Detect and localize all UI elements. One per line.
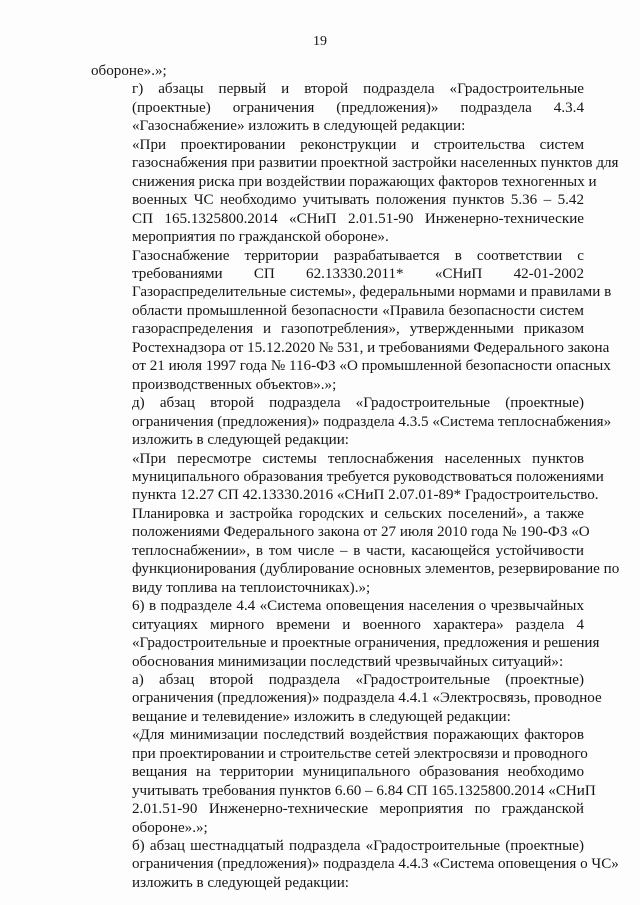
text-line: 2.01.51-90 Инженерно-технические мероприятия по гражданской xyxy=(132,801,584,818)
text-line: Газораспределительные системы», федеральными нормами и правилами в xyxy=(132,284,612,301)
text-line: учитывать требования пунктов 6.60 – 6.84 СП 165.1325800.2014 «СНиП xyxy=(132,782,596,799)
text-line: вещания на территории муниципального образования необходимо xyxy=(132,764,584,781)
text-line: «При проектировании реконструкции и строительства систем xyxy=(132,136,584,153)
text-line: обороне».»; xyxy=(91,63,167,79)
text-line: 6) в подразделе 4.4 «Система оповещения населения о чрезвычайных xyxy=(132,598,584,615)
text-line: Газоснабжение территории разрабатывается в соответствии с xyxy=(132,247,584,264)
text-line: Планировка и застройка городских и сельских поселений», а также xyxy=(132,505,584,522)
paragraph-item-d xyxy=(91,394,612,449)
text-line: «Градостроительные и проектные ограничения, предложения и решения xyxy=(132,635,600,652)
text-line: требованиями СП 62.13330.2011* «СНиП 42-01-2002 xyxy=(132,265,584,282)
text-line: «При пересмотре системы теплоснабжения населенных пунктов xyxy=(132,450,584,467)
text-line: виду топлива на теплоисточниках).»; xyxy=(132,579,371,596)
text-line: ограничения (предложения)» подраздела 4.3.5 «Система теплоснабжения» xyxy=(132,413,612,430)
text-line: от 21 июля 1997 года № 116-ФЗ «О промышленной безопасности опасных xyxy=(132,358,611,375)
paragraph-gas-design xyxy=(91,136,619,247)
text-line: изложить в следующей редакции: xyxy=(132,432,349,449)
text-line: СП 165.1325800.2014 «СНиП 2.01.51-90 Инженерно-технические xyxy=(132,210,584,227)
text-line: производственных объектов».»; xyxy=(132,376,337,393)
text-line: мероприятия по гражданской обороне». xyxy=(132,229,389,246)
paragraph-telecom xyxy=(91,726,596,837)
text-line: пункта 12.27 СП 42.13330.2016 «СНиП 2.07.01-89* Градостроительство. xyxy=(132,487,599,504)
text-line: б) абзац шестнадцатый подраздела «Градостроительные (проектные) xyxy=(132,838,584,855)
text-line: (проектные) ограничения (предложения)» подраздела 4.3.4 xyxy=(132,99,584,116)
paragraph-item-g xyxy=(91,80,584,135)
text-line: газоснабжения при развитии проектной застройки населенных пунктов для xyxy=(132,155,619,172)
text-line: муниципального образования требуется руководствоваться положениями xyxy=(132,468,604,485)
page-number: 19 xyxy=(313,34,327,49)
text-line: при проектировании и строительстве сетей электросвязи и проводного xyxy=(132,745,588,762)
paragraph-heat-supply xyxy=(91,450,620,598)
text-line: ограничения (предложения)» подраздела 4.4.1 «Электросвязь, проводное xyxy=(132,690,602,707)
paragraph-item-b xyxy=(91,837,619,892)
document-body xyxy=(91,62,620,892)
text-line: снижения риска при воздействии поражающих факторов техногенных и xyxy=(132,173,597,190)
text-line: обоснования минимизации последствий чрезвычайных ситуаций»: xyxy=(132,653,564,670)
paragraph-gas-supply xyxy=(91,247,612,395)
text-line: ситуациях мирного времени и военного характера» раздела 4 xyxy=(132,616,584,633)
text-line: ограничения (предложения)» подраздела 4.4.3 «Система оповещения о ЧС» xyxy=(132,856,619,873)
paragraph-closing-quote xyxy=(91,62,584,80)
text-line: г) абзацы первый и второй подраздела «Градостроительные xyxy=(132,81,584,98)
text-line: теплоснабжении», в том числе – в части, касающейся устойчивости xyxy=(132,542,584,559)
text-line: «Газоснабжение» изложить в следующей редакции: xyxy=(132,118,466,135)
text-line: обороне».»; xyxy=(132,819,208,836)
text-line: д) абзац второй подраздела «Градостроительные (проектные) xyxy=(132,395,584,412)
text-line: «Для минимизации последствий воздействия поражающих факторов xyxy=(132,727,584,744)
paragraph-item-a xyxy=(91,671,602,726)
text-line: изложить в следующей редакции: xyxy=(132,874,349,891)
text-line: вещание и телевидение» изложить в следующей редакции: xyxy=(132,708,511,725)
text-line: положениями Федерального закона от 27 июля 2010 года № 190-ФЗ «О xyxy=(132,524,590,541)
text-line: военных ЧС необходимо учитывать положения пунктов 5.36 – 5.42 xyxy=(132,192,584,209)
text-line: а) абзац второй подраздела «Градостроительные (проектные) xyxy=(132,671,584,688)
text-line: Ростехнадзора от 15.12.2020 № 531, и требованиями Федерального закона xyxy=(132,339,610,356)
text-line: газораспределения и газопотребления», утвержденными приказом xyxy=(132,321,584,338)
text-line: функционирования (дублирование основных элементов, резервирование по xyxy=(132,561,620,578)
text-line: области промышленной безопасности «Правила безопасности систем xyxy=(132,302,584,319)
paragraph-item-6 xyxy=(91,597,600,671)
